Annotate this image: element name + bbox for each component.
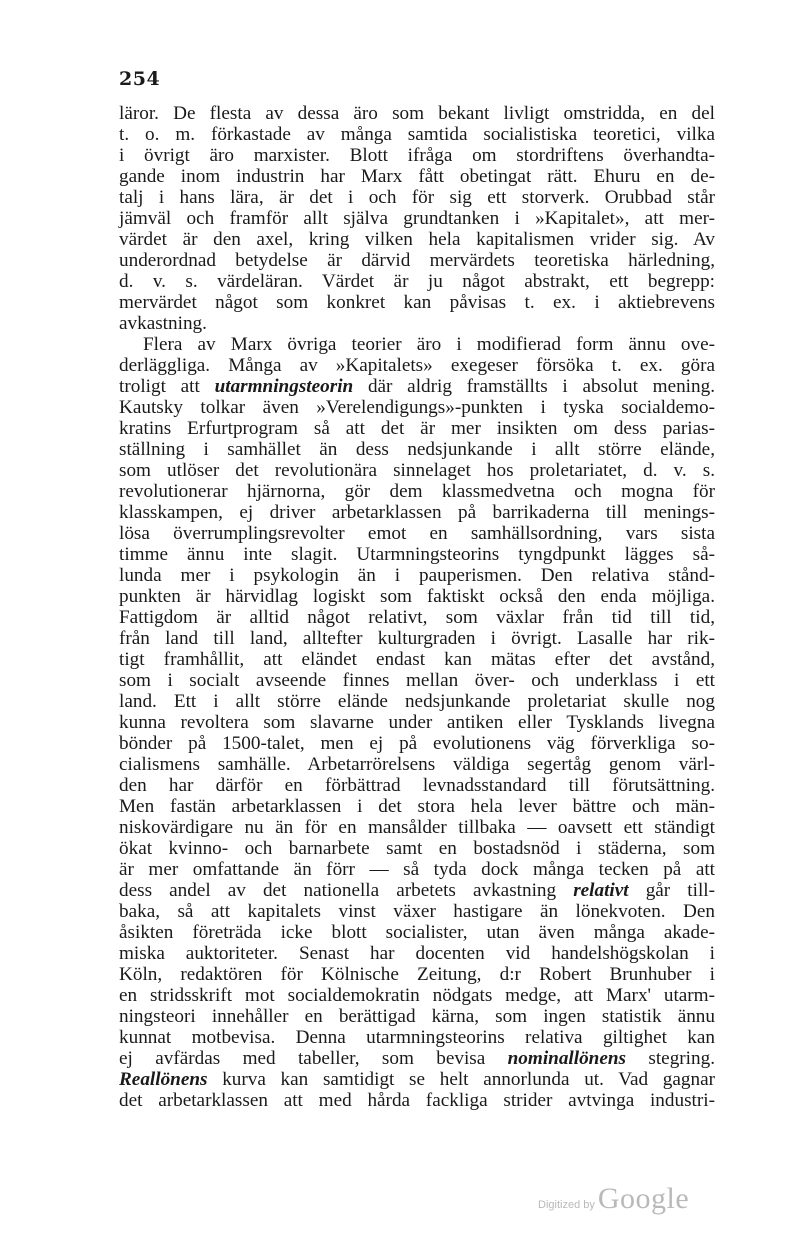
text-line (119, 103, 715, 124)
text-line (119, 712, 715, 733)
text-line (119, 691, 715, 712)
text-segment: troligt att (119, 376, 215, 397)
text-line (119, 985, 715, 1006)
page-number: 254 (119, 68, 161, 90)
google-logo: Google (597, 1182, 690, 1215)
text-segment: ningsteori innehåller en berättigad kärna, som ingen statistik ännu (119, 1006, 715, 1027)
text-line (119, 838, 715, 859)
text-segment: är mer omfattande än förr — så tyda dock många tecken på att (119, 859, 715, 880)
text-segment: derläggliga. Många av »Kapitalets» exegeser försöka t. ex. göra (119, 355, 715, 376)
text-line (119, 250, 715, 271)
text-line (119, 733, 715, 754)
text-line (119, 544, 715, 565)
text-line (119, 292, 715, 313)
text-segment: t. o. m. förkastade av många samtida socialistiska teoretici, vilka (119, 124, 715, 145)
text-line (119, 460, 715, 481)
text-line (119, 796, 715, 817)
text-segment: kunna revoltera som slavarne under antiken eller Tysklands livegna (119, 712, 715, 733)
text-line (119, 397, 715, 418)
text-segment: går till- (628, 880, 715, 901)
text-segment: avkastning. (119, 313, 207, 334)
text-line (119, 439, 715, 460)
body-text (119, 103, 715, 1111)
text-segment: bönder på 1500-talet, men ej på evolutionens väg förverkliga so- (119, 733, 715, 754)
text-segment: niskovärdigare nu än för en mansålder tillbaka — oavsett ett ständigt (119, 817, 715, 838)
text-line (119, 565, 715, 586)
text-line (119, 418, 715, 439)
emphasized-word: utarmningsteorin (214, 376, 354, 397)
text-line (119, 523, 715, 544)
text-segment: den har därför en förbättrad levnadsstandard till förutsättning. (119, 775, 715, 796)
text-segment: talj i hans lära, är det i och för sig ett storverk. Orubbad står (119, 187, 715, 208)
text-line (119, 649, 715, 670)
text-segment: klasskampen, ej driver arbetarklassen på barrikaderna till menings- (119, 502, 715, 523)
text-segment: i övrigt äro marxister. Blott ifråga om stordriftens överhandta- (119, 145, 715, 166)
text-segment: revolutionerar hjärnorna, gör dem klassmedvetna och mogna för (119, 481, 715, 502)
text-segment: som i socialt avseende finnes mellan över- och underklass i ett (119, 670, 715, 691)
text-segment: lösa överrumplingsrevolter emot en samhällsordning, vars sista (119, 523, 715, 544)
text-line (119, 145, 715, 166)
emphasized-word: nominallönens (507, 1048, 627, 1069)
text-line (119, 229, 715, 250)
text-segment: Men fastän arbetarklassen i det stora hela lever bättre och män- (119, 796, 715, 817)
text-line (119, 1069, 715, 1090)
text-line (119, 334, 715, 355)
text-line (119, 880, 715, 901)
text-line (119, 901, 715, 922)
text-segment: det arbetarklassen att med hårda fackliga strider avtvinga industri- (119, 1090, 715, 1111)
text-segment: kunnat motbevisa. Denna utarmningsteorins relativa giltighet kan (119, 1027, 715, 1048)
text-line (119, 607, 715, 628)
text-line (119, 1090, 715, 1111)
text-line (119, 922, 715, 943)
text-line (119, 754, 715, 775)
text-line (119, 628, 715, 649)
text-segment: cialismens samhälle. Arbetarrörelsens väldiga segertåg genom värl- (119, 754, 715, 775)
text-segment: kratins Erfurtprogram så att det är mer insikten om dess parias- (119, 418, 715, 439)
text-line (119, 187, 715, 208)
text-segment: värdet är den axel, kring vilken hela kapitalismen vrider sig. Av (119, 229, 715, 250)
text-line (119, 943, 715, 964)
text-segment: underordnad betydelse är därvid mervärdets teoretiska härledning, (119, 250, 715, 271)
text-line (119, 208, 715, 229)
text-segment: baka, så att kapitalets vinst växer hastigare än lönekvoten. Den (119, 901, 715, 922)
text-line (119, 1027, 715, 1048)
text-segment: miska auktoriteter. Senast har docenten vid handelshögskolan i (119, 943, 715, 964)
text-segment: timme ännu inte slagit. Utarmningsteorins tyngdpunkt lägges så- (119, 544, 715, 565)
text-line (119, 1048, 715, 1069)
text-line (119, 481, 715, 502)
text-segment: d. v. s. värdeläran. Värdet är ju något abstrakt, ett begrepp: (119, 271, 715, 292)
text-segment: punkten är härvidlag logiskt som faktiskt också den enda möjliga. (119, 586, 715, 607)
text-segment: Fattigdom är alltid något relativt, som växlar från tid till tid, (119, 607, 715, 628)
text-segment: tigt framhållit, att eländet endast kan mätas efter det avstånd, (119, 649, 715, 670)
watermark-prefix: Digitized by (538, 1199, 595, 1211)
text-segment: där aldrig framställts i absolut mening. (353, 376, 715, 397)
text-segment: land. Ett i allt större elände nedsjunkande proletariat skulle nog (119, 691, 715, 712)
text-segment: från land till land, alltefter kulturgraden i övrigt. Lasalle har rik- (119, 628, 715, 649)
text-line (119, 964, 715, 985)
google-watermark (538, 1182, 689, 1216)
text-segment: åsikten företräda icke blott socialister, utan även många akade- (119, 922, 715, 943)
text-line (119, 817, 715, 838)
text-segment: en stridsskrift mot socialdemokratin nödgats medge, att Marx' utarm- (119, 985, 715, 1006)
text-segment: ej avfärdas med tabeller, som bevisa (119, 1048, 508, 1069)
text-line (119, 502, 715, 523)
text-segment: dess andel av det nationella arbetets avkastning (119, 880, 574, 901)
text-segment: kurva kan samtidigt se helt annorlunda ut. Vad gagnar (207, 1069, 715, 1090)
text-line (119, 670, 715, 691)
text-segment: gande inom industrin har Marx fått obetingat rätt. Ehuru en de- (119, 166, 715, 187)
text-line (119, 166, 715, 187)
text-segment: Kautsky tolkar även »Verelendigungs»-punkten i tyska socialdemo- (119, 397, 715, 418)
text-segment: lunda mer i psykologin än i pauperismen. Den relativa stånd- (119, 565, 715, 586)
text-segment: mervärdet något som konkret kan påvisas t. ex. i aktiebrevens (119, 292, 715, 313)
text-segment: Flera av Marx övriga teorier äro i modifierad form ännu ove- (143, 334, 715, 355)
text-line (119, 271, 715, 292)
text-segment: läror. De flesta av dessa äro som bekant livligt omstridda, en del (119, 103, 715, 124)
emphasized-word: relativt (573, 880, 629, 901)
text-segment: Köln, redaktören för Kölnische Zeitung, d:r Robert Brunhuber i (119, 964, 715, 985)
text-line (119, 859, 715, 880)
text-segment: jämväl och framför allt själva grundtanken i »Kapitalet», att mer- (119, 208, 715, 229)
emphasized-word: Reallönens (119, 1069, 208, 1090)
text-line (119, 124, 715, 145)
text-line (119, 1006, 715, 1027)
text-line (119, 586, 715, 607)
text-segment: ökat kvinno- och barnarbete samt en bostadsnöd i städerna, som (119, 838, 715, 859)
text-segment: stegring. (626, 1048, 715, 1069)
text-segment: som utlöser det revolutionära sinnelaget hos proletariatet, d. v. s. (119, 460, 715, 481)
text-line (119, 775, 715, 796)
text-line (119, 376, 715, 397)
text-line (119, 313, 715, 334)
text-line (119, 355, 715, 376)
text-segment: ställning i samhället än dess nedsjunkande i allt större elände, (119, 439, 715, 460)
